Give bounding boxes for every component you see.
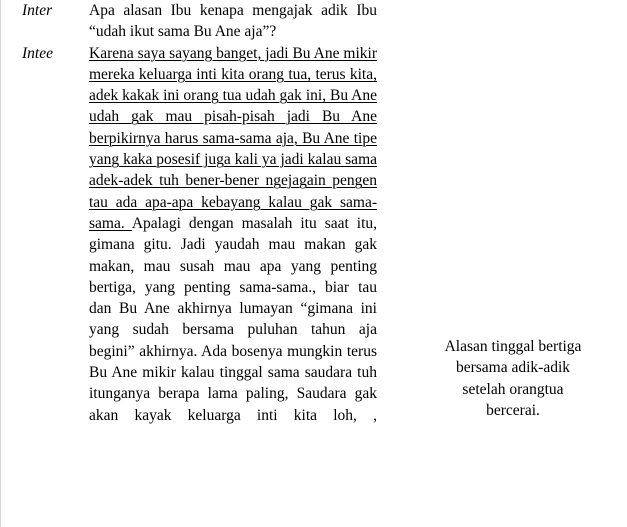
speaker-label-interviewee: Intee <box>22 44 53 62</box>
speaker-cell <box>1 0 89 43</box>
theme-note-block <box>398 0 627 421</box>
column-gutter <box>386 43 398 426</box>
theme-column <box>398 0 627 426</box>
speaker-label-interviewer: Inter <box>22 2 53 19</box>
table-row <box>1 0 627 43</box>
theme-note-line-4: bercerai. <box>486 401 540 419</box>
column-gutter <box>386 0 398 43</box>
theme-note-line-3: setelah orangtua <box>462 380 564 398</box>
theme-note-line-2: bersama adik-adik <box>455 359 571 377</box>
utterance-text-interviewee <box>89 43 386 426</box>
utterance-plain-segment: Apa alasan Ibu kenapa mengajak adik Ibu “udah ikut sama Bu Ane aja”? <box>89 2 377 41</box>
utterance-cell <box>89 43 386 426</box>
speaker-cell <box>1 43 89 426</box>
utterance-plain-segment: Apalagi dengan masalah itu saat itu, gimana gitu. Jadi yaudah mau makan gak makan, mau susah mau apa yang penting bertiga, yang penting sama-sama., biar tau dan Bu Ane akhirnya lumayan “gimana ini yang sudah bersama puluhan tahun aja begini” akhirnya. Ada bosenya mungkin terus Bu Ane mikir kalau tinggal sama saudara tuh itunganya berapa lama paling, Saudara gak akan kayak keluarga inti kita loh, , <box>89 214 377 424</box>
utterance-text-interviewer <box>89 0 386 43</box>
utterance-underlined-segment: Karena saya sayang banget, jadi Bu Ane mikir mereka keluarga inti kita orang tua, terus kita, adek kakak ini orang tua udah gak ini, Bu Ane udah gak mau pisah-pisah jadi Bu Ane berpikirnya harus sama-sama aja, Bu Ane tipe yang kaka posesif juga kali ya jadi kalau sama adek-adek tuh bener-bener ngejagain pengen tau ada apa-apa kebayang kalau gak sama-sama. <box>89 44 377 232</box>
transcript-table <box>1 0 627 426</box>
utterance-cell <box>89 0 386 43</box>
theme-note-line-1: Alasan tinggal bertiga <box>444 338 582 355</box>
